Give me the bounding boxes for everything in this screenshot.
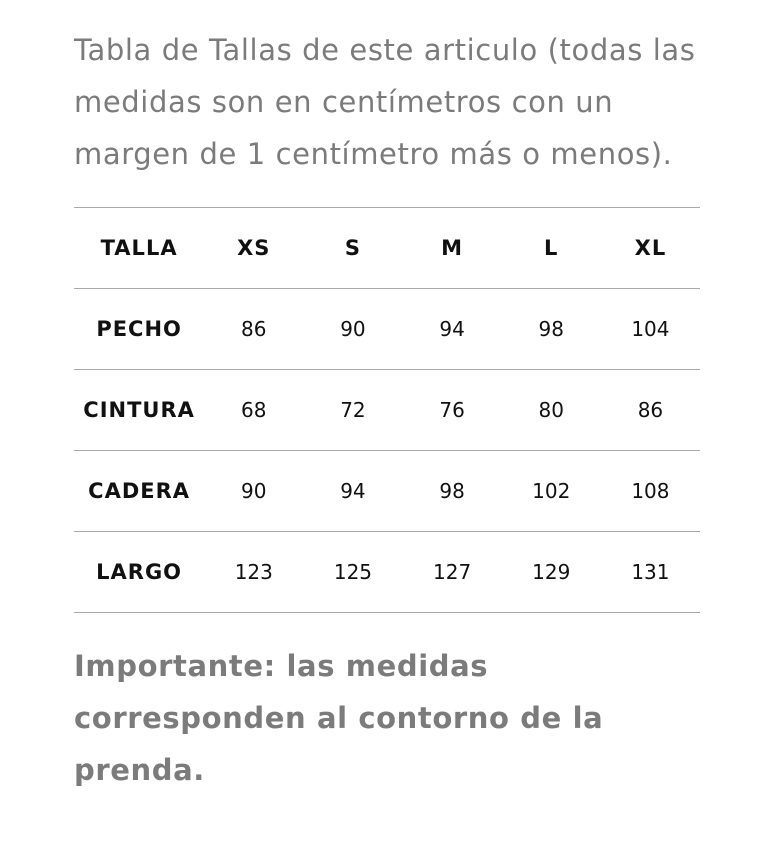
- table-cell: 108: [631, 479, 670, 503]
- table-cell: 98: [538, 317, 564, 341]
- table-cell: 90: [241, 479, 267, 503]
- table-cell: 86: [637, 398, 664, 422]
- header-cell-m: M: [441, 236, 464, 260]
- table-cell: 86: [241, 317, 267, 341]
- row-label-pecho: PECHO: [96, 317, 182, 341]
- header-cell-xs: XS: [237, 236, 271, 260]
- table-cell: 102: [532, 479, 571, 503]
- row-label-cadera: CADERA: [88, 479, 191, 503]
- row-label-cintura: CINTURA: [83, 398, 195, 422]
- table-row: [74, 289, 700, 370]
- header-cell-talla: TALLA: [100, 236, 178, 260]
- table-cell: 94: [340, 479, 366, 503]
- row-label-largo: LARGO: [96, 560, 183, 584]
- table-cell: 98: [439, 479, 465, 503]
- table-header-row: [74, 208, 700, 289]
- table-cell: 104: [631, 317, 670, 341]
- table-cell: 127: [433, 560, 472, 584]
- table-row: [74, 370, 700, 451]
- size-chart-table: [74, 207, 700, 613]
- header-cell-l: L: [544, 236, 559, 260]
- table-cell: 76: [439, 398, 465, 422]
- table-row: [74, 532, 700, 613]
- table-cell: 129: [532, 560, 571, 584]
- table-cell: 125: [333, 560, 373, 584]
- table-cell: 123: [234, 560, 273, 584]
- table-cell: 80: [538, 398, 564, 422]
- header-cell-xl: XL: [634, 236, 667, 260]
- intro-text: Tabla de Tallas de este articulo (todas las medidas son en centímetros con un margen de 1 centímetro más o menos).: [74, 33, 696, 171]
- important-note: Importante: las medidas corresponden al contorno de la prenda.: [74, 649, 604, 787]
- table-cell: 131: [631, 560, 670, 584]
- table-cell: 68: [241, 398, 267, 422]
- header-cell-s: S: [344, 236, 361, 260]
- table-cell: 94: [439, 317, 465, 341]
- table-row: [74, 451, 700, 532]
- table-cell: 72: [340, 398, 366, 422]
- table-cell: 90: [340, 317, 366, 341]
